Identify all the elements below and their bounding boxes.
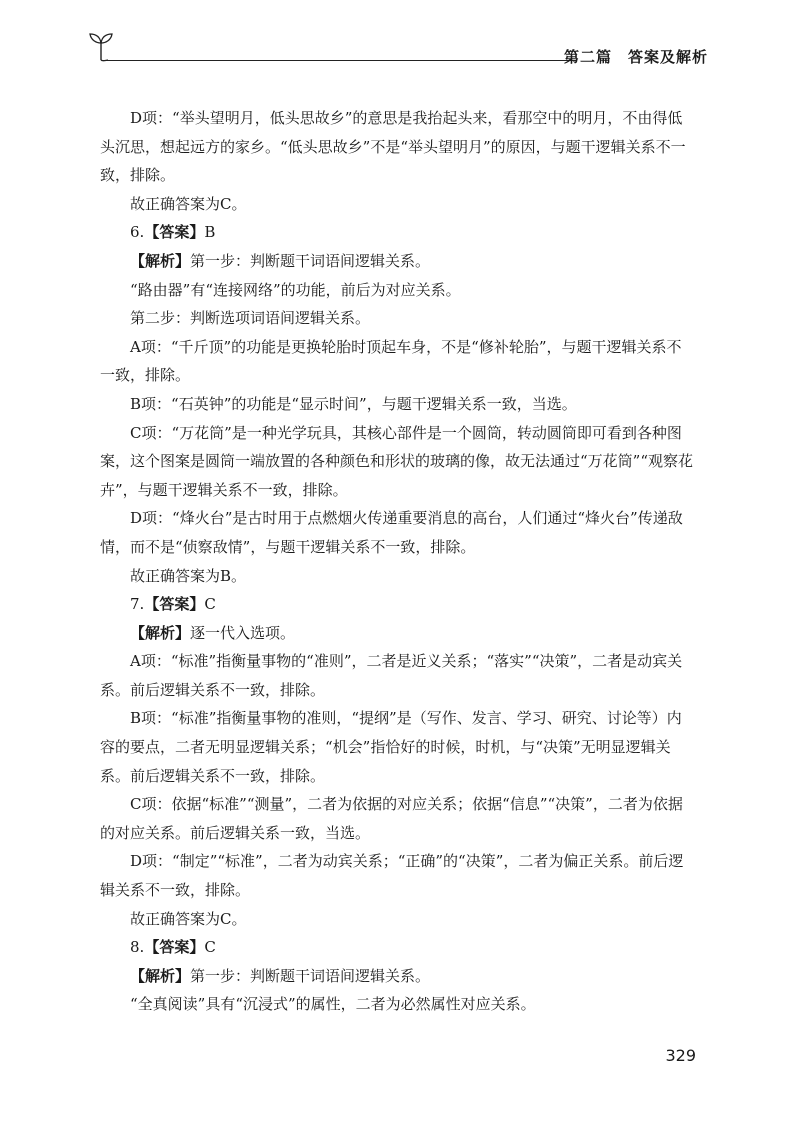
page-content [100,104,695,1019]
answer-tag: 【答案】 [144,223,205,242]
answer-tag: 【答案】 [144,595,205,614]
paragraph: 故正确答案为C。 [130,909,247,928]
answer-value: C [204,595,216,614]
answer-line [100,218,695,247]
question-number: 6. [130,223,145,242]
paragraph: A项：“标准”指衡量事物的“准则”，二者是近义关系；“落实”“决策”，二者是动宾关系。前后逻辑关系不一致，排除。 [100,652,683,699]
paragraph: 故正确答案为C。 [130,194,247,213]
paragraph: “路由器”有“连接网络”的功能，前后为对应关系。 [130,280,461,299]
answer-value: B [204,223,216,242]
paragraph: “全真阅读”具有“沉浸式”的属性，二者为必然属性对应关系。 [130,995,536,1014]
paragraph: D项：“制定”“标准”，二者为动宾关系；“正确”的“决策”，二者为偏正关系。前后逻辑关系不一致，排除。 [100,852,684,900]
paragraph: C项：“万花筒”是一种光学玩具，其核心部件是一个圆筒，转动圆筒即可看到各种图案，这个图案是圆筒一端放置的各种颜色和形状的玻璃的像，故无法通过“万花筒”“观察花卉”，与题干逻辑关系不一致，排除。 [100,423,694,499]
analysis-tag: 【解析】 [130,251,191,270]
answer-line [100,590,695,619]
analysis-tag: 【解析】 [130,966,191,985]
analysis-line [100,247,695,276]
analysis-text: 第一步：判断题干词语间逻辑关系。 [190,966,431,985]
question-number: 7. [130,595,145,614]
analysis-text: 第一步：判断题干词语间逻辑关系。 [190,251,431,270]
paragraph: C项：依据“标准”“测量”，二者为依据的对应关系；依据“信息”“决策”，二者为依据的对应关系。前后逻辑关系一致，当选。 [100,795,683,842]
paragraph: 第二步：判断选项词语间逻辑关系。 [130,309,371,328]
page-header [88,30,708,70]
paragraph: 故正确答案为B。 [130,566,247,585]
analysis-line [100,619,695,648]
analysis-tag: 【解析】 [130,623,191,642]
paragraph: B项：“石英钟”的功能是“显示时间”，与题干逻辑关系一致，当选。 [130,394,577,413]
analysis-line [100,962,695,991]
sprout-icon [88,30,114,64]
answer-value: C [204,938,216,957]
page-number: 329 [665,1046,696,1065]
section-title: 第二篇 答案及解析 [563,48,708,66]
analysis-text: 逐一代入选项。 [190,623,296,642]
question-number: 8. [130,938,145,957]
paragraph: B项：“标准”指衡量事物的准则，“提纲”是（写作、发言、学习、研究、讨论等）内容的要点，二者无明显逻辑关系；“机会”指恰好的时候，时机，与“决策”无明显逻辑关系。前后逻辑关系不一致，排除。 [100,709,682,785]
header-rule [102,60,576,61]
paragraph: D项：“烽火台”是古时用于点燃烟火传递重要消息的高台，人们通过“烽火台”传递敌情，而不是“侦察敌情”，与题干逻辑关系不一致，排除。 [100,509,683,556]
answer-tag: 【答案】 [144,938,205,957]
paragraph: D项：“举头望明月，低头思故乡”的意思是我抬起头来，看那空中的明月，不由得低头沉思，想起远方的家乡。“低头思故乡”不是“举头望明月”的原因，与题干逻辑关系不一致，排除。 [100,109,686,185]
paragraph: A项：“千斤顶”的功能是更换轮胎时顶起车身，不是“修补轮胎”，与题干逻辑关系不一致，排除。 [100,337,682,385]
answer-line [100,933,695,962]
